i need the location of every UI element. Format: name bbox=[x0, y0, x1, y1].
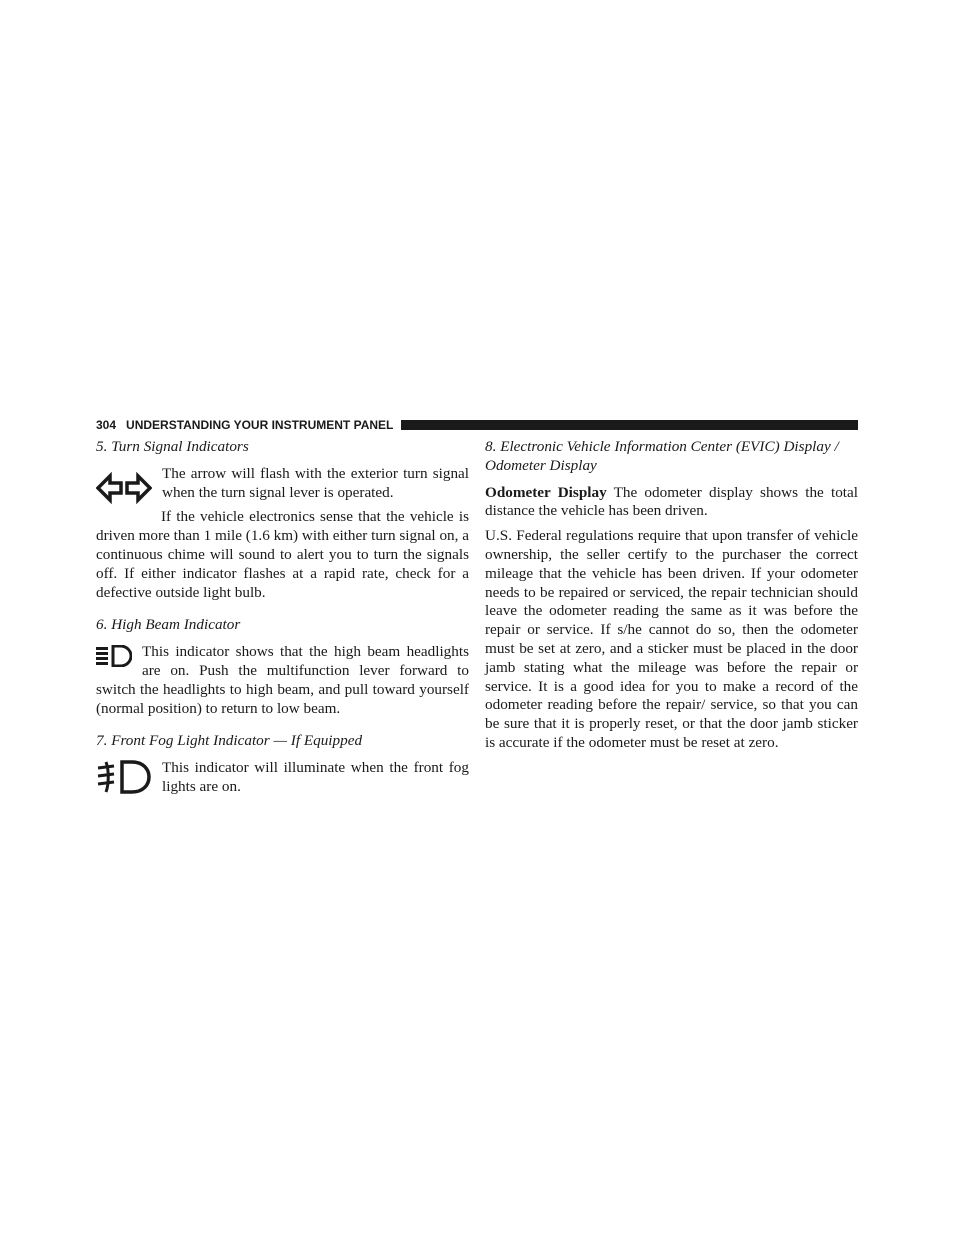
page-number: 304 bbox=[96, 418, 117, 432]
header-rule bbox=[401, 420, 858, 430]
right-column bbox=[485, 438, 858, 759]
odometer-label: Odometer Display bbox=[485, 483, 607, 501]
evic-heading: 8. Electronic Vehicle Information Center (EVIC) Display / Odometer Display bbox=[485, 438, 839, 474]
front-fog-light-icon bbox=[96, 759, 152, 795]
high-beam-para: This indicator shows that the high beam headlights are on. Push the multifunction lever forward to switch the headlights to high beam, and pull toward yourself (normal position) to return to low beam. bbox=[96, 643, 469, 717]
fog-light-heading: 7. Front Fog Light Indicator — If Equipped bbox=[96, 732, 363, 750]
high-beam-heading: 6. High Beam Indicator bbox=[96, 616, 241, 634]
odometer-text: The odometer display shows the total distance the vehicle has been driven. bbox=[485, 483, 858, 520]
turn-signal-heading: 5. Turn Signal Indicators bbox=[96, 438, 249, 455]
page-header bbox=[96, 417, 858, 433]
turn-signal-para1: The arrow will flash with the exterior turn signal when the turn signal lever is operated. bbox=[162, 464, 469, 501]
section-title: UNDERSTANDING YOUR INSTRUMENT PANEL bbox=[126, 418, 394, 432]
high-beam-icon bbox=[96, 645, 132, 667]
fog-light-para: This indicator will illuminate when the front fog lights are on. bbox=[162, 759, 469, 795]
left-column bbox=[96, 438, 469, 803]
odometer-para bbox=[485, 484, 858, 522]
turn-signal-arrows-icon bbox=[96, 471, 152, 505]
turn-signal-para2: If the vehicle electronics sense that the vehicle is driven more than 1 mile (1.6 km) with either turn signal on, a continuous chime will sound to alert you to turn the signals off. If either indicator flashes at a rapid rate, check for a defective outside light bulb. bbox=[96, 508, 469, 601]
federal-regulations-para: U.S. Federal regulations require that upon transfer of vehicle ownership, the seller certify to the purchaser the correct mileage that the vehicle has been driven. If your odometer needs to be repaired or serviced, the repair technician should leave the odometer reading the same as it was before the repair or service. If s/he cannot do so, then the odometer must be set at zero, and a sticker must be placed in the door jamb stating what the mileage was before the repair or service. It is a good idea for you to make a record of the odometer reading before the repair/ service, so that you can be sure that it is properly reset, or that the door jamb sticker is accurate if the odometer must be reset at zero. bbox=[485, 527, 858, 751]
